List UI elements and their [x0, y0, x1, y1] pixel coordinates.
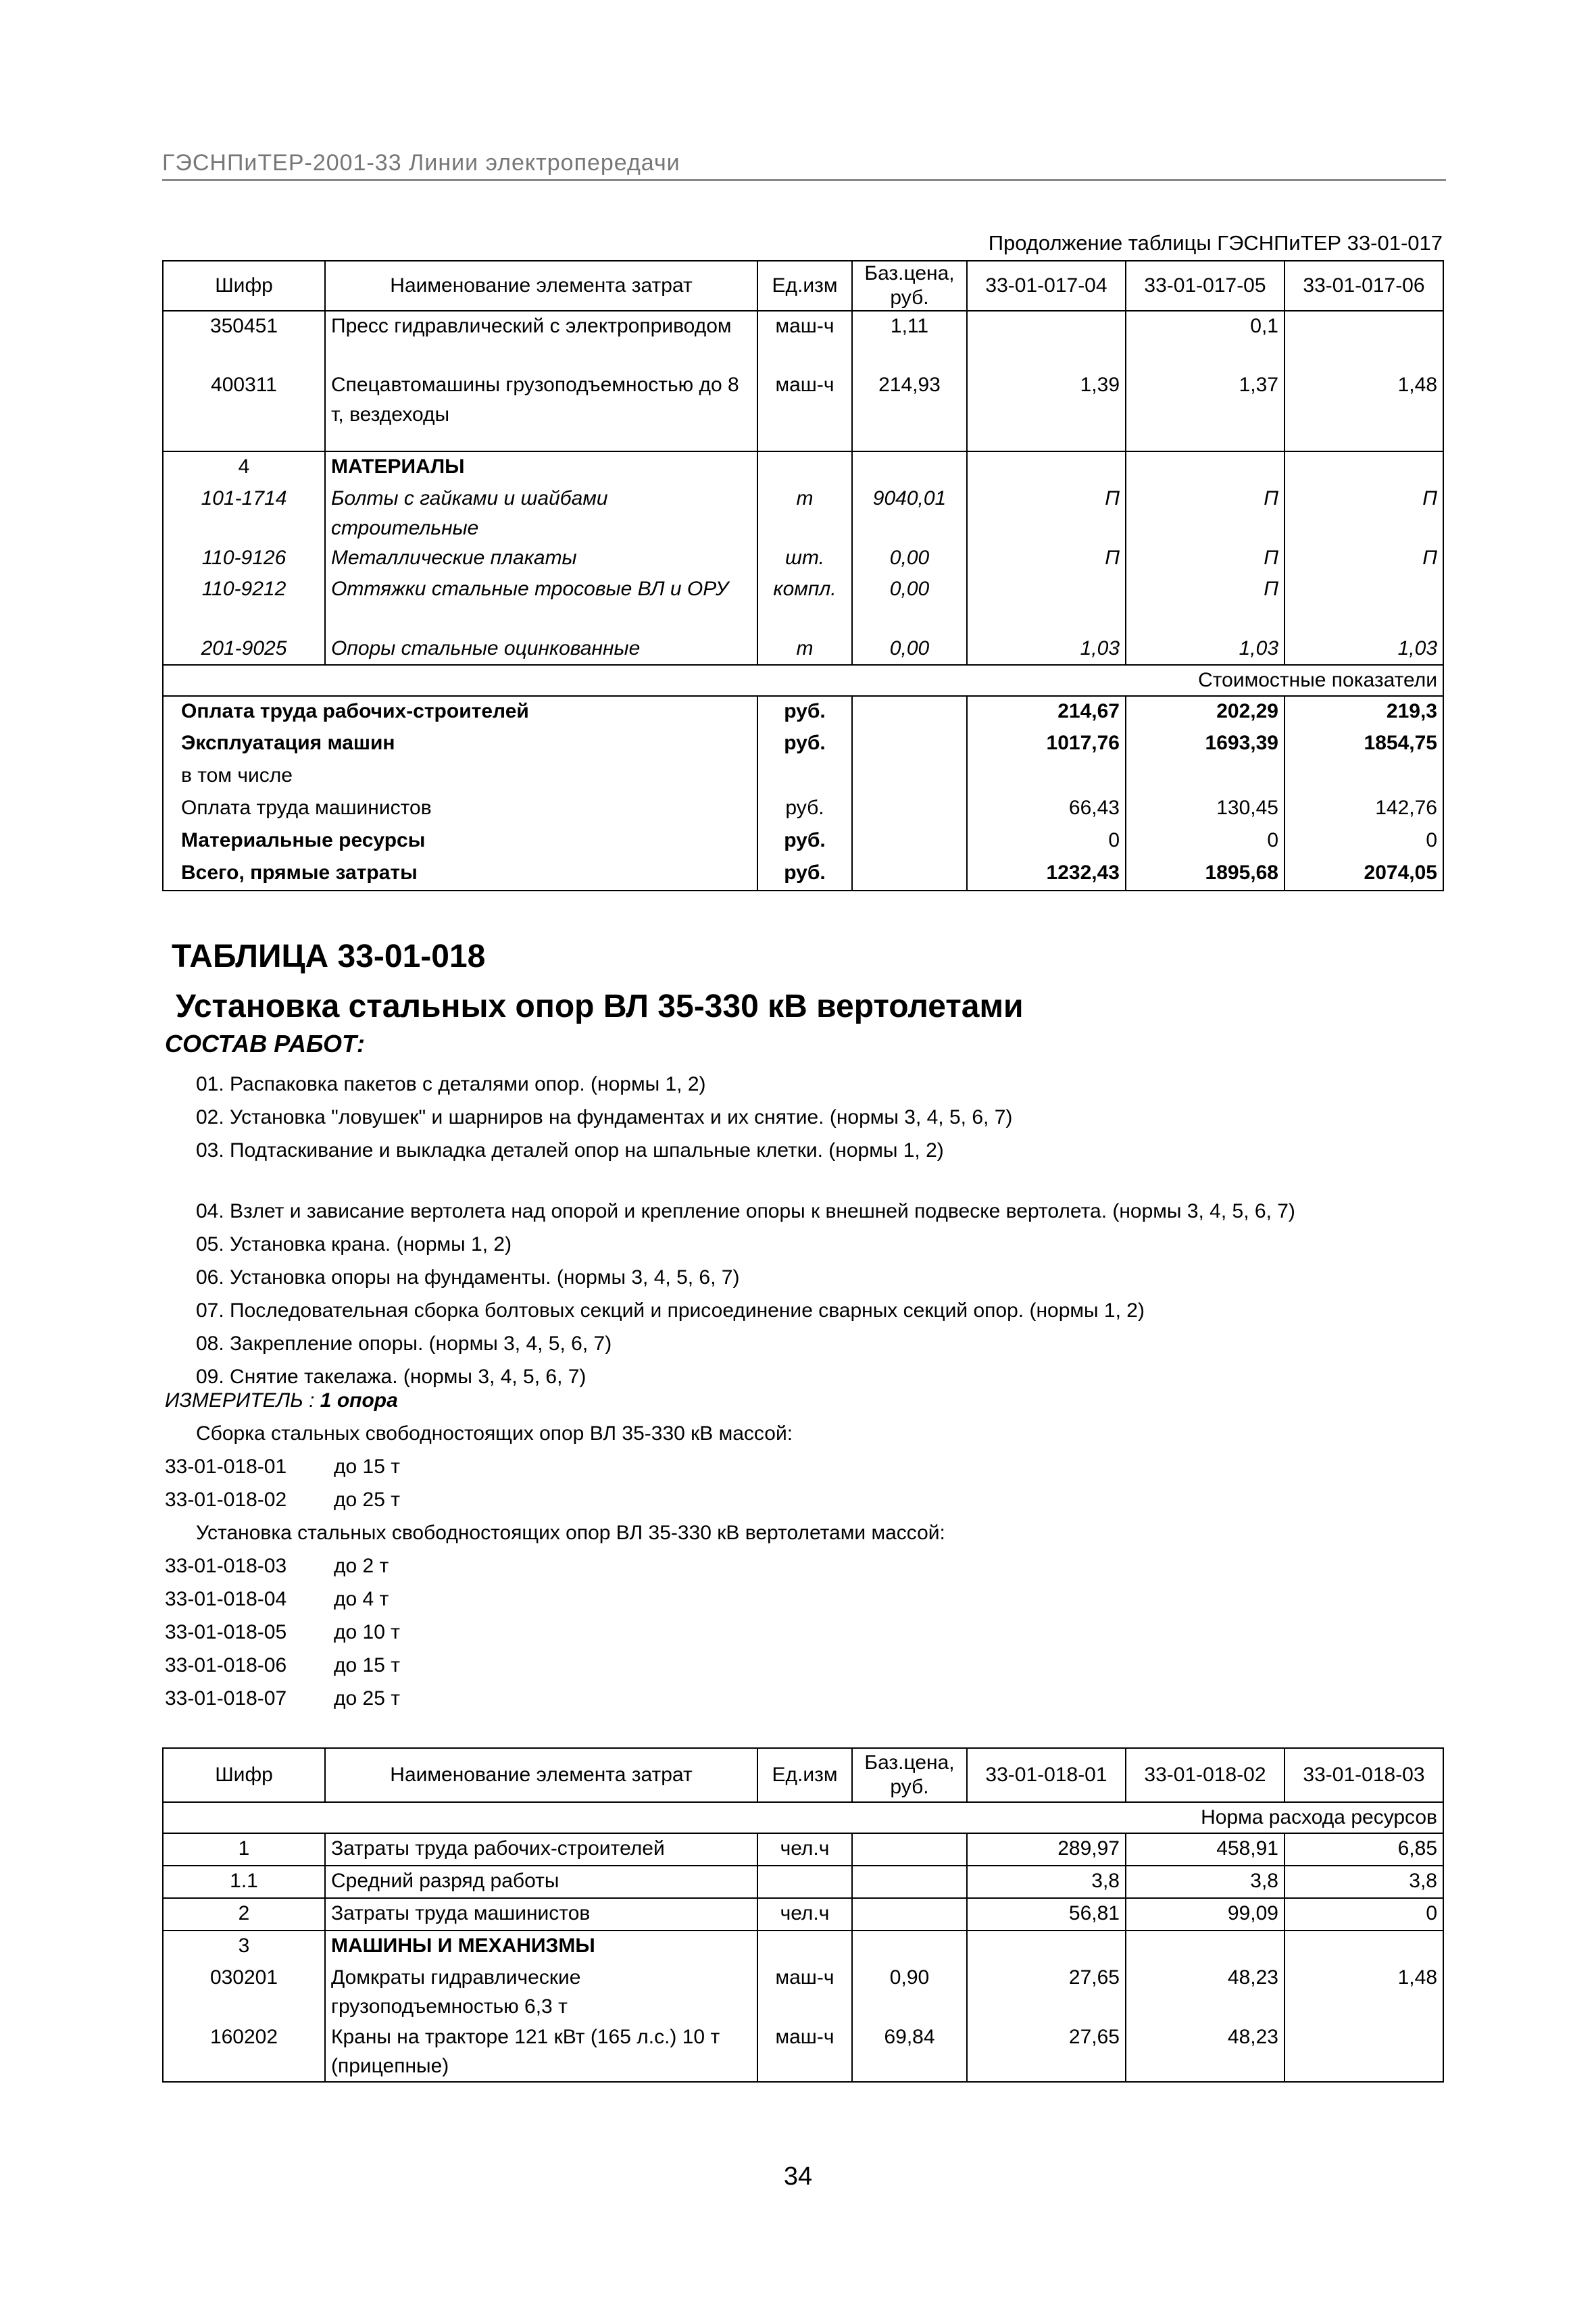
norm-code: 33-01-018-07 [165, 1687, 287, 1710]
norm-code: 33-01-018-06 [165, 1654, 287, 1676]
cost-value-2: 0 [1126, 826, 1285, 858]
table-row [163, 728, 1443, 761]
norm-code: 33-01-018-03 [165, 1555, 287, 1577]
header-col-2: 33-01-018-02 [1126, 1748, 1285, 1802]
cost-value-3: 2074,05 [1285, 858, 1443, 891]
row-value-1: 27,65 [967, 2022, 1126, 2082]
cost-value-3: 0 [1285, 826, 1443, 858]
row-value-2: П [1126, 543, 1285, 574]
table-row [163, 826, 1443, 858]
row-unit: т [757, 634, 852, 665]
row-price [852, 1833, 967, 1866]
row-code: 400311 [163, 370, 325, 451]
header-unit: Ед.изм [757, 1748, 852, 1802]
list-item: 01. Распаковка пакетов с деталями опор. (нормы 1, 2) [196, 1073, 706, 1095]
row-unit: маш-ч [757, 311, 852, 370]
row-price: 214,93 [852, 370, 967, 451]
cost-name: Эксплуатация машин [163, 728, 757, 761]
row-code: 201-9025 [163, 634, 325, 665]
header-col-1: 33-01-017-04 [967, 261, 1126, 311]
row-code: 4 [163, 451, 325, 484]
cost-name: в том числе [163, 761, 757, 793]
row-price: 0,00 [852, 574, 967, 634]
row-price: 69,84 [852, 2022, 967, 2082]
row-unit: т [757, 484, 852, 543]
row-value-1: 27,65 [967, 1963, 1126, 2022]
resource-table-33-01-017 [162, 260, 1444, 891]
row-unit: чел.ч [757, 1898, 852, 1931]
works-heading: СОСТАВ РАБОТ: [165, 1030, 365, 1057]
norm-code-line [165, 1489, 400, 1512]
row-name: Краны на тракторе 121 кВт (165 л.с.) 10 т (прицепные) [325, 2022, 757, 2082]
row-name: Затраты труда машинистов [325, 1898, 757, 1931]
row-code: 160202 [163, 2022, 325, 2082]
cost-value-1: 0 [967, 826, 1126, 858]
row-unit: маш-ч [757, 370, 852, 451]
row-price: 9040,01 [852, 484, 967, 543]
row-value-2: 0,1 [1126, 311, 1285, 370]
cost-value-2: 202,29 [1126, 696, 1285, 728]
list-item: 08. Закрепление опоры. (нормы 3, 4, 5, 6, 7) [196, 1333, 612, 1355]
row-value-3 [1285, 311, 1443, 370]
cost-unit: руб. [757, 858, 852, 891]
row-value-3: 6,85 [1285, 1833, 1443, 1866]
row-value-3: 3,8 [1285, 1866, 1443, 1898]
list-item: 04. Взлет и зависание вертолета над опорой и крепление опоры к внешней подвеске вертолета. (нормы 3, 4, 5, 6, 7) [196, 1200, 1295, 1222]
row-value-1: 3,8 [967, 1866, 1126, 1898]
list-item: 06. Установка опоры на фундаменты. (нормы 3, 4, 5, 6, 7) [196, 1266, 740, 1289]
cost-value-2: 1693,39 [1126, 728, 1285, 761]
norm-desc: до 25 т [334, 1687, 400, 1710]
header-price: Баз.цена, руб. [852, 1748, 967, 1802]
table-row [163, 370, 1443, 451]
row-code: 2 [163, 1898, 325, 1931]
row-value-2: 3,8 [1126, 1866, 1285, 1898]
row-price [852, 1898, 967, 1931]
cost-name: Всего, прямые затраты [163, 858, 757, 891]
resource-table-33-01-018 [162, 1747, 1444, 2083]
row-value-1: 289,97 [967, 1833, 1126, 1866]
cost-value-3: 142,76 [1285, 793, 1443, 826]
row-value-2: 48,23 [1126, 1963, 1285, 2022]
list-item: 05. Установка крана. (нормы 1, 2) [196, 1233, 512, 1255]
norm-code-line [165, 1455, 400, 1478]
row-value-3 [1285, 2022, 1443, 2082]
header-col-2: 33-01-017-05 [1126, 261, 1285, 311]
row-value-2: П [1126, 574, 1285, 634]
install-intro: Установка стальных свободностоящих опор ВЛ 35-330 кВ вертолетами массой: [196, 1522, 945, 1544]
cost-unit: руб. [757, 826, 852, 858]
row-value-2: П [1126, 484, 1285, 543]
row-unit [757, 1866, 852, 1898]
row-value-3: 1,03 [1285, 634, 1443, 665]
row-unit: компл. [757, 574, 852, 634]
cost-value-3: 1854,75 [1285, 728, 1443, 761]
row-name: Затраты труда рабочих-строителей [325, 1833, 757, 1866]
row-value-2: 1,03 [1126, 634, 1285, 665]
row-value-1: П [967, 543, 1126, 574]
norm-code-line [165, 1654, 400, 1677]
header-name: Наименование элемента затрат [325, 1748, 757, 1802]
row-section-heading: МАТЕРИАЛЫ [325, 451, 757, 484]
table-row [163, 2022, 1443, 2082]
row-value-1: 1,03 [967, 634, 1126, 665]
row-code: 101-1714 [163, 484, 325, 543]
table-row [163, 543, 1443, 574]
table-row [163, 1898, 1443, 1931]
table-row [163, 1833, 1443, 1866]
norm-code-line [165, 1555, 389, 1578]
row-unit: шт. [757, 543, 852, 574]
row-value-3: 0 [1285, 1898, 1443, 1931]
row-unit: маш-ч [757, 2022, 852, 2082]
header-name: Наименование элемента затрат [325, 261, 757, 311]
row-value-3: 1,48 [1285, 370, 1443, 451]
row-value-2: 99,09 [1126, 1898, 1285, 1931]
measure-value: 1 опора [320, 1389, 398, 1412]
cost-value-2: 1895,68 [1126, 858, 1285, 891]
header-col-3: 33-01-018-03 [1285, 1748, 1443, 1802]
row-value-3: П [1285, 484, 1443, 543]
table-row [163, 793, 1443, 826]
row-value-1 [967, 311, 1126, 370]
norm-code: 33-01-018-05 [165, 1621, 287, 1643]
table-row [163, 634, 1443, 665]
norm-code-line [165, 1687, 400, 1710]
cost-name: Оплата труда рабочих-строителей [163, 696, 757, 728]
norm-desc: до 4 т [334, 1588, 389, 1610]
measure-label: ИЗМЕРИТЕЛЬ : [165, 1389, 315, 1412]
table-row [163, 451, 1443, 484]
list-item: 09. Снятие такелажа. (нормы 3, 4, 5, 6, 7) [196, 1366, 587, 1388]
norm-code-line [165, 1621, 400, 1644]
row-price [852, 1866, 967, 1898]
norm-desc: до 2 т [334, 1555, 389, 1577]
works-list [196, 1068, 1295, 1393]
row-price: 1,11 [852, 311, 967, 370]
cost-value-3: 219,3 [1285, 696, 1443, 728]
cost-name: Материальные ресурсы [163, 826, 757, 858]
norm-code-line [165, 1588, 389, 1611]
table-row [163, 1963, 1443, 2022]
row-value-1: 1,39 [967, 370, 1126, 451]
row-price: 0,00 [852, 543, 967, 574]
measure-line [165, 1389, 398, 1412]
row-name: Спецавтомашины грузоподъемностью до 8 т, вездеходы [325, 370, 757, 451]
table-row [163, 1866, 1443, 1898]
norm-code: 33-01-018-02 [165, 1489, 287, 1511]
list-item: 02. Установка "ловушек" и шарниров на фундаментах и их снятие. (нормы 3, 4, 5, 6, 7) [196, 1106, 1013, 1128]
row-name: Опоры стальные оцинкованные [325, 634, 757, 665]
page-number: 34 [783, 2162, 813, 2191]
cost-value-1: 66,43 [967, 793, 1126, 826]
row-name: Домкраты гидравлические грузоподъемностью 6,3 т [325, 1963, 757, 2022]
table-row [163, 761, 1443, 793]
norm-code: 33-01-018-04 [165, 1588, 287, 1610]
row-value-3: П [1285, 543, 1443, 574]
header-price: Баз.цена, руб. [852, 261, 967, 311]
cost-unit: руб. [757, 696, 852, 728]
row-price: 0,00 [852, 634, 967, 665]
row-name: Болты с гайками и шайбами строительные [325, 484, 757, 543]
norm-desc: до 15 т [334, 1654, 400, 1676]
cost-unit: руб. [757, 728, 852, 761]
cost-value-1: 214,67 [967, 696, 1126, 728]
row-value-1 [967, 574, 1126, 634]
row-price: 0,90 [852, 1963, 967, 2022]
row-value-2: 1,37 [1126, 370, 1285, 451]
header-col-3: 33-01-017-06 [1285, 261, 1443, 311]
table-continuation-caption: Продолжение таблицы ГЭСНПиТЕР 33-01-017 [988, 231, 1443, 255]
row-code: 1 [163, 1833, 325, 1866]
row-name: Средний разряд работы [325, 1866, 757, 1898]
norm-desc: до 25 т [334, 1489, 400, 1511]
row-code: 1.1 [163, 1866, 325, 1898]
assembly-intro: Сборка стальных свободностоящих опор ВЛ 35-330 кВ массой: [196, 1422, 793, 1445]
row-code: 030201 [163, 1963, 325, 2022]
cost-indicators-header: Стоимостные показатели [163, 665, 1443, 696]
row-code: 350451 [163, 311, 325, 370]
row-value-2: 458,91 [1126, 1833, 1285, 1866]
norm-desc: до 15 т [334, 1455, 400, 1478]
row-value-3: 1,48 [1285, 1963, 1443, 2022]
running-header: ГЭСНПиТЕР-2001-33 Линии электропередачи [162, 150, 1446, 181]
row-name: Пресс гидравлический с электроприводом [325, 311, 757, 370]
row-value-1: 56,81 [967, 1898, 1126, 1931]
header-unit: Ед.изм [757, 261, 852, 311]
section-subtitle: Установка стальных опор ВЛ 35-330 кВ вертолетами [176, 989, 1024, 1024]
row-unit: маш-ч [757, 1963, 852, 2022]
row-value-2: 48,23 [1126, 2022, 1285, 2082]
cost-value-1: 1017,76 [967, 728, 1126, 761]
row-name: Металлические плакаты [325, 543, 757, 574]
row-value-3 [1285, 574, 1443, 634]
row-section-heading: МАШИНЫ И МЕХАНИЗМЫ [325, 1931, 757, 1963]
row-code: 3 [163, 1931, 325, 1963]
section-title: ТАБЛИЦА 33-01-018 [172, 939, 486, 974]
row-code: 110-9126 [163, 543, 325, 574]
row-value-1: П [967, 484, 1126, 543]
list-item: 07. Последовательная сборка болтовых секций и присоединение сварных секций опор. (нормы 1, 2) [196, 1299, 1145, 1322]
table-row [163, 696, 1443, 728]
cost-unit: руб. [757, 793, 852, 826]
table-row [163, 574, 1443, 634]
norm-header: Норма расхода ресурсов [163, 1802, 1443, 1833]
norm-desc: до 10 т [334, 1621, 400, 1643]
cost-name: Оплата труда машинистов [163, 793, 757, 826]
norm-code: 33-01-018-01 [165, 1455, 287, 1478]
row-name: Оттяжки стальные тросовые ВЛ и ОРУ [325, 574, 757, 634]
table-row [163, 858, 1443, 891]
row-code: 110-9212 [163, 574, 325, 634]
list-item: 03. Подтаскивание и выкладка деталей опор на шпальные клетки. (нормы 1, 2) [196, 1139, 944, 1162]
table-row [163, 311, 1443, 370]
cost-value-2: 130,45 [1126, 793, 1285, 826]
cost-value-1: 1232,43 [967, 858, 1126, 891]
header-code: Шифр [163, 1748, 325, 1802]
table-row [163, 1931, 1443, 1963]
header-col-1: 33-01-018-01 [967, 1748, 1126, 1802]
row-unit: чел.ч [757, 1833, 852, 1866]
header-code: Шифр [163, 261, 325, 311]
table-row [163, 484, 1443, 543]
